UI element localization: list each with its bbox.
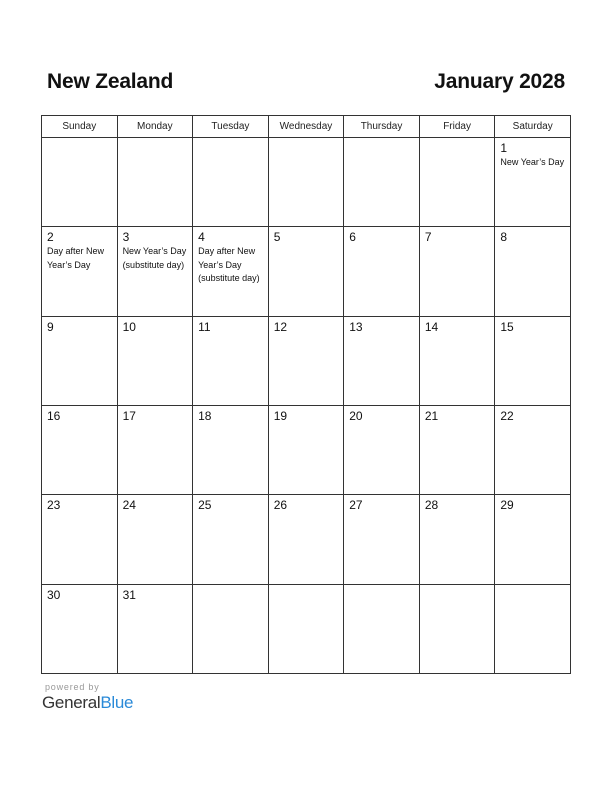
day-number: 3 <box>122 230 130 245</box>
day-number: 8 <box>500 230 508 245</box>
week-row <box>42 495 571 584</box>
day-cell <box>42 405 118 494</box>
day-cell <box>268 316 344 405</box>
month-year-title: January 2028 <box>434 70 565 93</box>
day-cell <box>419 495 495 584</box>
day-cell <box>268 495 344 584</box>
day-cell <box>193 316 269 405</box>
day-number: 15 <box>500 319 514 334</box>
generalblue-logo <box>42 693 133 713</box>
powered-by-label: powered by <box>45 682 100 692</box>
holiday-label: New Year’s Day <box>500 157 565 167</box>
day-cell <box>495 495 571 584</box>
week-row <box>42 227 571 316</box>
day-cell <box>193 495 269 584</box>
day-cell <box>344 584 420 673</box>
country-title: New Zealand <box>47 70 174 93</box>
day-cell <box>419 405 495 494</box>
calendar-weeks <box>42 138 571 674</box>
day-cell <box>42 495 118 584</box>
weekday-sunday: Sunday <box>42 116 118 138</box>
day-number: 24 <box>122 498 136 513</box>
brand-general: General <box>42 693 101 712</box>
day-cell <box>419 138 495 227</box>
weekday-tuesday: Tuesday <box>193 116 269 138</box>
day-number: 16 <box>47 408 61 423</box>
week-row <box>42 316 571 405</box>
day-cell <box>193 138 269 227</box>
weekday-wednesday: Wednesday <box>268 116 344 138</box>
week-row <box>42 405 571 494</box>
day-cell <box>344 138 420 227</box>
day-number: 1 <box>500 141 508 155</box>
day-cell <box>268 405 344 494</box>
day-cell <box>117 405 193 494</box>
day-cell <box>117 138 193 227</box>
day-cell <box>495 138 571 227</box>
weekday-friday: Friday <box>419 116 495 138</box>
day-number: 25 <box>198 498 212 513</box>
month-calendar-grid <box>41 115 571 674</box>
day-cell <box>42 584 118 673</box>
day-number: 27 <box>349 498 363 513</box>
day-cell <box>495 405 571 494</box>
day-cell <box>344 227 420 316</box>
day-cell <box>193 584 269 673</box>
day-cell <box>117 316 193 405</box>
day-number: 5 <box>273 230 281 245</box>
day-number: 14 <box>424 319 439 334</box>
weekday-saturday: Saturday <box>495 116 571 138</box>
day-cell <box>117 495 193 584</box>
day-number: 29 <box>500 498 514 513</box>
day-number: 18 <box>198 408 212 423</box>
day-cell <box>495 316 571 405</box>
day-cell <box>42 316 118 405</box>
holiday-label: New Year’s Day (substitute day) <box>122 246 187 270</box>
day-number: 23 <box>47 498 61 513</box>
holiday-label: Day after New Year’s Day (substitute day) <box>198 246 260 284</box>
day-number: 6 <box>349 230 356 245</box>
day-cell <box>495 584 571 673</box>
day-number: 26 <box>273 498 288 513</box>
day-cell <box>268 138 344 227</box>
day-cell <box>344 316 420 405</box>
day-number: 2 <box>47 230 54 245</box>
day-cell <box>42 227 118 316</box>
day-number: 19 <box>273 408 288 423</box>
day-number: 4 <box>198 230 205 245</box>
weekday-thursday: Thursday <box>344 116 420 138</box>
day-number: 20 <box>349 408 363 423</box>
day-cell <box>419 227 495 316</box>
day-cell <box>117 227 193 316</box>
week-row <box>42 138 571 227</box>
day-number: 7 <box>424 230 432 245</box>
calendar-header <box>41 70 571 100</box>
day-cell <box>268 227 344 316</box>
day-cell <box>42 138 118 227</box>
day-cell <box>193 227 269 316</box>
day-number: 13 <box>349 319 363 334</box>
weekday-monday: Monday <box>117 116 193 138</box>
day-cell <box>419 316 495 405</box>
footer-branding <box>42 682 182 716</box>
day-number: 28 <box>424 498 439 513</box>
weekday-header-row <box>42 116 571 138</box>
day-number: 21 <box>424 408 439 423</box>
day-cell <box>193 405 269 494</box>
holiday-label: Day after New Year’s Day <box>47 246 105 270</box>
day-number: 22 <box>500 408 514 423</box>
day-number: 17 <box>122 408 136 423</box>
day-cell <box>344 405 420 494</box>
week-row <box>42 584 571 673</box>
day-number: 12 <box>273 319 288 334</box>
day-number: 9 <box>47 319 54 334</box>
day-number: 31 <box>122 587 136 602</box>
day-number: 11 <box>198 319 211 334</box>
day-number: 10 <box>122 319 136 334</box>
day-cell <box>268 584 344 673</box>
day-cell <box>495 227 571 316</box>
day-cell <box>344 495 420 584</box>
day-number: 30 <box>47 587 61 602</box>
day-cell <box>419 584 495 673</box>
brand-blue: Blue <box>100 693 134 712</box>
day-cell <box>117 584 193 673</box>
